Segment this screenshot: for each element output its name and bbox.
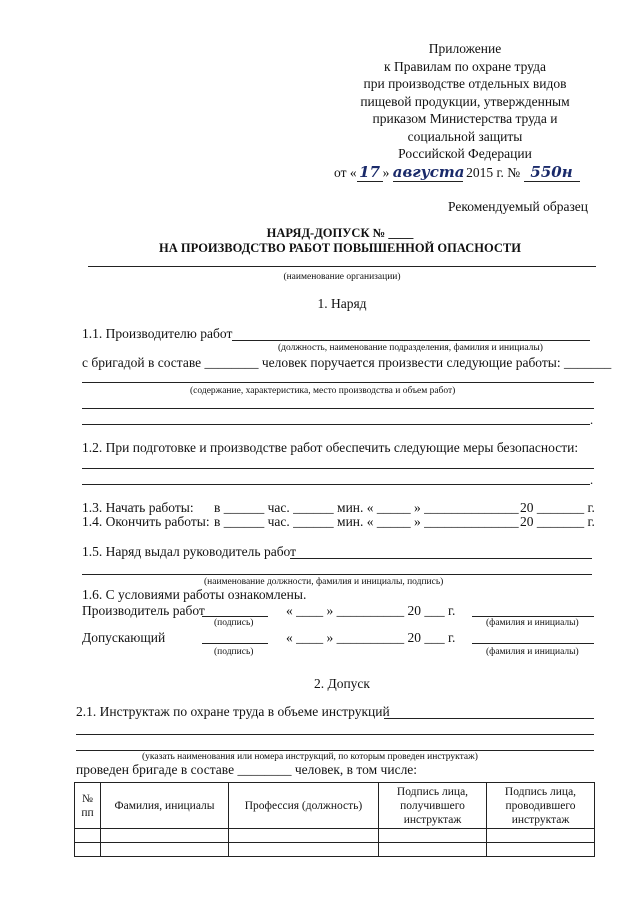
table-cell[interactable]	[75, 829, 101, 843]
item-1-6: 1.6. С условиями работы ознакомлены.	[82, 587, 307, 602]
start-year[interactable]: 20 _______ г.	[520, 500, 595, 515]
appendix-block	[330, 40, 600, 163]
order-day: 17	[357, 163, 383, 182]
producer-label: Производитель работ	[82, 603, 205, 618]
instructions-line-2[interactable]	[76, 734, 594, 735]
producer-field-line[interactable]	[232, 340, 590, 341]
caption-signature: (подпись)	[214, 647, 254, 657]
header-instructor-signature: Подпись лица, проводившего инструктаж	[487, 783, 595, 829]
table-cell[interactable]	[487, 829, 595, 843]
safety-line-1[interactable]	[82, 468, 594, 469]
brigade-line: проведен бригаде в составе ________ человек, в том числе:	[76, 762, 418, 777]
table-cell[interactable]	[379, 829, 487, 843]
producer-signature-line[interactable]	[202, 616, 268, 617]
item-1-2: 1.2. При подготовке и производстве работ обеспечить следующие меры безопасности:	[82, 440, 579, 455]
appendix-line: социальной защиты	[407, 128, 523, 144]
section1-heading: 1. Наряд	[317, 296, 367, 311]
org-caption: (наименование организации)	[283, 272, 401, 282]
table-row[interactable]	[75, 843, 595, 857]
header-name: Фамилия, инициалы	[101, 783, 229, 829]
table-cell[interactable]	[229, 843, 379, 857]
instructions-line-3[interactable]	[76, 750, 594, 751]
admitter-date[interactable]: « ____ » __________ 20 ___ г.	[286, 630, 456, 645]
org-name-line	[88, 266, 596, 267]
end-time[interactable]: в ______ час. ______ мин. « _____ » ______________	[214, 514, 519, 529]
table-cell[interactable]	[229, 829, 379, 843]
caption-1-1: (должность, наименование подразделения, фамилия и инициалы)	[278, 343, 543, 353]
brigade-work-line: с бригадой в составе ________ человек поручается произвести следующие работы: _______	[82, 355, 612, 370]
table-cell[interactable]	[487, 843, 595, 857]
admitter-label: Допускающий	[82, 630, 166, 645]
end-label: 1.4. Окончить работы:	[82, 514, 210, 529]
order-line	[334, 163, 580, 182]
header-receiver-signature: Подпись лица, получившего инструктаж	[379, 783, 487, 829]
work-line-3[interactable]	[82, 424, 590, 425]
table-cell[interactable]	[101, 843, 229, 857]
caption-work: (содержание, характеристика, место производства и объем работ)	[190, 386, 456, 396]
table-cell[interactable]	[101, 829, 229, 843]
end-year[interactable]: 20 _______ г.	[520, 514, 595, 529]
caption-instructions: (указать наименования или номера инструкций, по которым проведен инструктаж)	[142, 752, 478, 762]
producer-name-line[interactable]	[472, 616, 594, 617]
order-month: августа	[392, 163, 465, 181]
issuer-line[interactable]	[290, 558, 592, 559]
appendix-line: пищевой продукции, утвержденным	[360, 93, 570, 109]
order-number: 550н	[524, 163, 580, 182]
item-2-1: 2.1. Инструктаж по охране труда в объеме инструкций	[76, 704, 390, 719]
table-cell[interactable]	[75, 843, 101, 857]
title-line-2: НА ПРОИЗВОДСТВО РАБОТ ПОВЫШЕННОЙ ОПАСНОСТИ	[159, 241, 521, 255]
period-mark: .	[590, 413, 594, 427]
instructions-line-1[interactable]	[384, 718, 594, 719]
briefing-table	[74, 782, 595, 857]
appendix-line: приказом Министерства труда и	[372, 111, 558, 126]
appendix-line: Приложение	[428, 41, 502, 56]
title-line-1: НАРЯД-ДОПУСК № ____	[266, 226, 414, 240]
issuer-line-2[interactable]	[82, 574, 592, 575]
order-mid: »	[382, 165, 390, 180]
table-cell[interactable]	[379, 843, 487, 857]
admitter-name-line[interactable]	[472, 643, 594, 644]
caption-name: (фамилия и инициалы)	[486, 618, 579, 628]
table-row[interactable]	[75, 829, 595, 843]
work-line-1[interactable]	[82, 382, 594, 383]
item-1-5: 1.5. Наряд выдал руководитель работ	[82, 544, 297, 559]
admitter-signature-line[interactable]	[202, 643, 268, 644]
order-prefix: от «	[334, 165, 357, 180]
start-time[interactable]: в ______ час. ______ мин. « _____ » ______________	[214, 500, 519, 515]
appendix-line: Российской Федерации	[398, 146, 532, 161]
caption-name: (фамилия и инициалы)	[486, 647, 579, 657]
item-1-1: 1.1. Производителю работ	[82, 326, 233, 341]
work-line-2[interactable]	[82, 408, 594, 409]
caption-signature: (подпись)	[214, 618, 254, 628]
header-number: № пп	[75, 783, 101, 829]
start-label: 1.3. Начать работы:	[82, 500, 194, 515]
order-year: 2015 г. №	[466, 165, 521, 180]
sample-label: Рекомендуемый образец	[448, 199, 589, 214]
producer-date[interactable]: « ____ » __________ 20 ___ г.	[286, 603, 456, 618]
caption-1-5: (наименование должности, фамилия и инициалы, подпись)	[204, 577, 444, 587]
appendix-line: к Правилам по охране труда	[384, 58, 546, 74]
table-header-row	[75, 783, 595, 829]
header-profession: Профессия (должность)	[229, 783, 379, 829]
appendix-line: при производстве отдельных видов	[363, 76, 567, 91]
section2-heading: 2. Допуск	[314, 676, 370, 691]
period-mark: .	[590, 473, 594, 487]
safety-line-2[interactable]	[82, 484, 590, 485]
